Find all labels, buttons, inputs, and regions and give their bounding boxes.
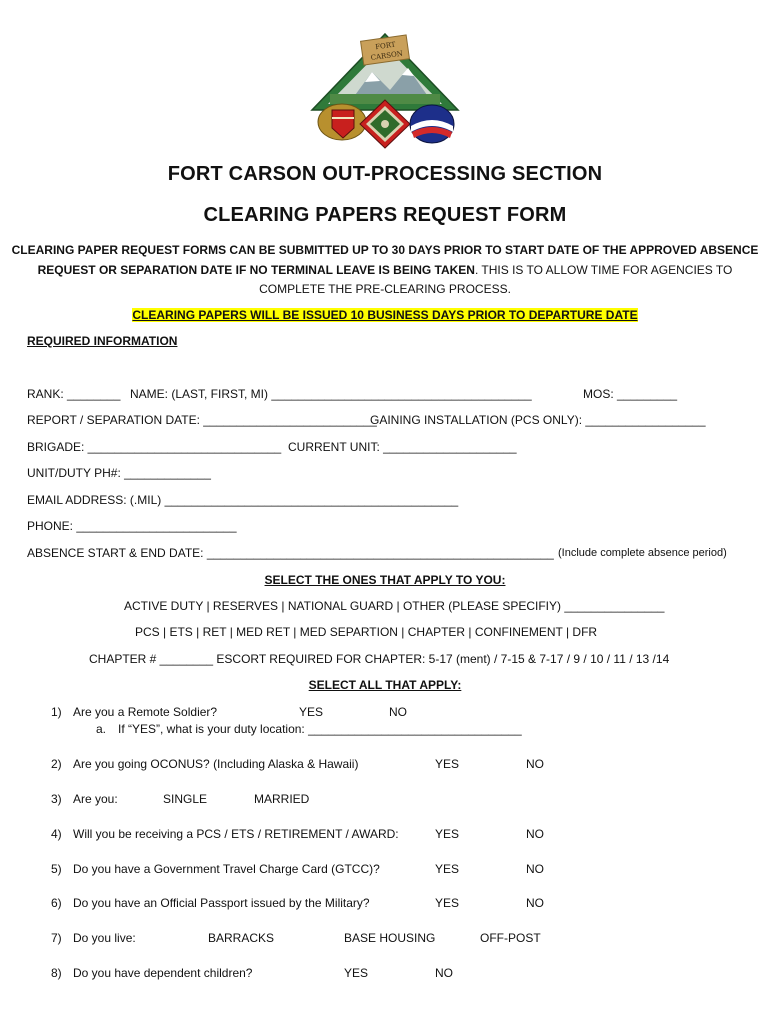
question-1-number: 1) xyxy=(51,705,62,719)
intro-line-2-bold: REQUEST OR SEPARATION DATE IF NO TERMINAL LEAVE IS BEING TAKEN xyxy=(37,263,475,277)
intro-line-3: COMPLETE THE PRE-CLEARING PROCESS. xyxy=(259,282,511,296)
question-3-single[interactable]: SINGLE xyxy=(163,792,208,806)
page-title: FORT CARSON OUT-PROCESSING SECTION xyxy=(167,163,603,185)
unit-phone-field[interactable]: UNIT/DUTY PH#: _____________ xyxy=(27,466,211,480)
report-separation-date-field[interactable]: REPORT / SEPARATION DATE: __________________________ xyxy=(27,413,377,427)
question-1-yes[interactable]: YES xyxy=(299,705,324,719)
question-8-text: Do you have dependent children? xyxy=(73,966,253,980)
question-7-off-post[interactable]: OFF-POST xyxy=(480,931,541,945)
question-2-number: 2) xyxy=(51,757,62,771)
question-8-yes[interactable]: YES xyxy=(344,966,369,980)
question-3-text: Are you: xyxy=(73,792,118,806)
absence-note: (Include complete absence period) xyxy=(558,547,727,559)
logo-banner-line1: FORT xyxy=(374,40,397,52)
question-1-no[interactable]: NO xyxy=(389,705,407,719)
question-8-number: 8) xyxy=(51,966,62,980)
name-field[interactable]: NAME: (LAST, FIRST, MI) _______________________________________ xyxy=(130,387,532,401)
issue-notice xyxy=(0,308,770,322)
question-3-number: 3) xyxy=(51,792,62,806)
question-7-base-housing[interactable]: BASE HOUSING xyxy=(344,931,436,945)
absence-dates-field[interactable]: ABSENCE START & END DATE: ____________________________________________________ xyxy=(27,546,554,560)
question-7-barracks[interactable]: BARRACKS xyxy=(208,931,275,945)
question-4-text: Will you be receiving a PCS / ETS / RETIREMENT / AWARD: xyxy=(73,827,399,841)
question-5-yes[interactable]: YES xyxy=(435,862,460,876)
issue-notice-text: CLEARING PAPERS WILL BE ISSUED 10 BUSINESS DAYS PRIOR TO DEPARTURE DATE xyxy=(132,308,638,322)
select-heading: SELECT THE ONES THAT APPLY TO YOU: xyxy=(264,573,506,587)
separation-type-options[interactable]: PCS | ETS | RET | MED RET | MED SEPARTION | CHAPTER | CONFINEMENT | DFR xyxy=(135,625,598,639)
question-7-number: 7) xyxy=(51,931,62,945)
intro-line-2-rest: . THIS IS TO ALLOW TIME FOR AGENCIES TO xyxy=(474,263,733,277)
select-all-heading: SELECT ALL THAT APPLY: xyxy=(308,678,462,692)
question-2-yes[interactable]: YES xyxy=(435,757,460,771)
email-field[interactable]: EMAIL ADDRESS: (.MIL) ____________________________________________ xyxy=(27,493,459,507)
question-3-married[interactable]: MARRIED xyxy=(254,792,310,806)
question-4-yes[interactable]: YES xyxy=(435,827,460,841)
question-1a-text[interactable]: If “YES”, what is your duty location: ________________________________ xyxy=(118,722,522,736)
question-5-no[interactable]: NO xyxy=(526,862,544,876)
unit-patch-icon xyxy=(410,105,454,143)
logo-banner-line2: CARSON xyxy=(370,49,404,63)
question-6-number: 6) xyxy=(51,896,62,910)
question-5-text: Do you have a Government Travel Charge Card (GTCC)? xyxy=(73,862,380,876)
question-4-no[interactable]: NO xyxy=(526,827,544,841)
question-2-text: Are you going OCONUS? (Including Alaska & Hawaii) xyxy=(73,757,359,771)
status-options[interactable]: ACTIVE DUTY | RESERVES | NATIONAL GUARD | OTHER (PLEASE SPECIFIY) _______________ xyxy=(124,599,665,613)
form-title: CLEARING PAPERS REQUEST FORM xyxy=(203,204,567,226)
current-unit-field[interactable]: CURRENT UNIT: ____________________ xyxy=(288,440,517,454)
chapter-options[interactable]: CHAPTER # ________ ESCORT REQUIRED FOR CHAPTER: 5-17 (ment) / 7-15 & 7-17 / 9 / 10 / 11 / 13 /14 xyxy=(89,652,670,666)
phone-field[interactable]: PHONE: ________________________ xyxy=(27,519,237,533)
question-6-no[interactable]: NO xyxy=(526,896,544,910)
brigade-field[interactable]: BRIGADE: _____________________________ xyxy=(27,440,282,454)
required-info-heading: REQUIRED INFORMATION xyxy=(27,334,178,348)
fort-carson-logo xyxy=(310,32,460,150)
intro-line-1: CLEARING PAPER REQUEST FORMS CAN BE SUBMITTED UP TO 30 DAYS PRIOR TO START DATE OF THE APPROVED ABSENCE xyxy=(11,243,759,257)
mos-field[interactable]: MOS: _________ xyxy=(583,387,678,401)
intro-line-2 xyxy=(0,263,770,277)
question-8-no[interactable]: NO xyxy=(435,966,453,980)
gaining-installation-field[interactable]: GAINING INSTALLATION (PCS ONLY): __________________ xyxy=(370,413,706,427)
question-1a-number: a. xyxy=(96,722,107,736)
question-5-number: 5) xyxy=(51,862,62,876)
question-4-number: 4) xyxy=(51,827,62,841)
question-6-yes[interactable]: YES xyxy=(435,896,460,910)
question-2-no[interactable]: NO xyxy=(526,757,544,771)
rank-field[interactable]: RANK: ________ xyxy=(27,387,121,401)
shield-emblem-icon xyxy=(318,104,366,140)
question-1-text: Are you a Remote Soldier? xyxy=(73,705,218,719)
question-6-text: Do you have an Official Passport issued by the Military? xyxy=(73,896,370,910)
question-7-text: Do you live: xyxy=(73,931,136,945)
